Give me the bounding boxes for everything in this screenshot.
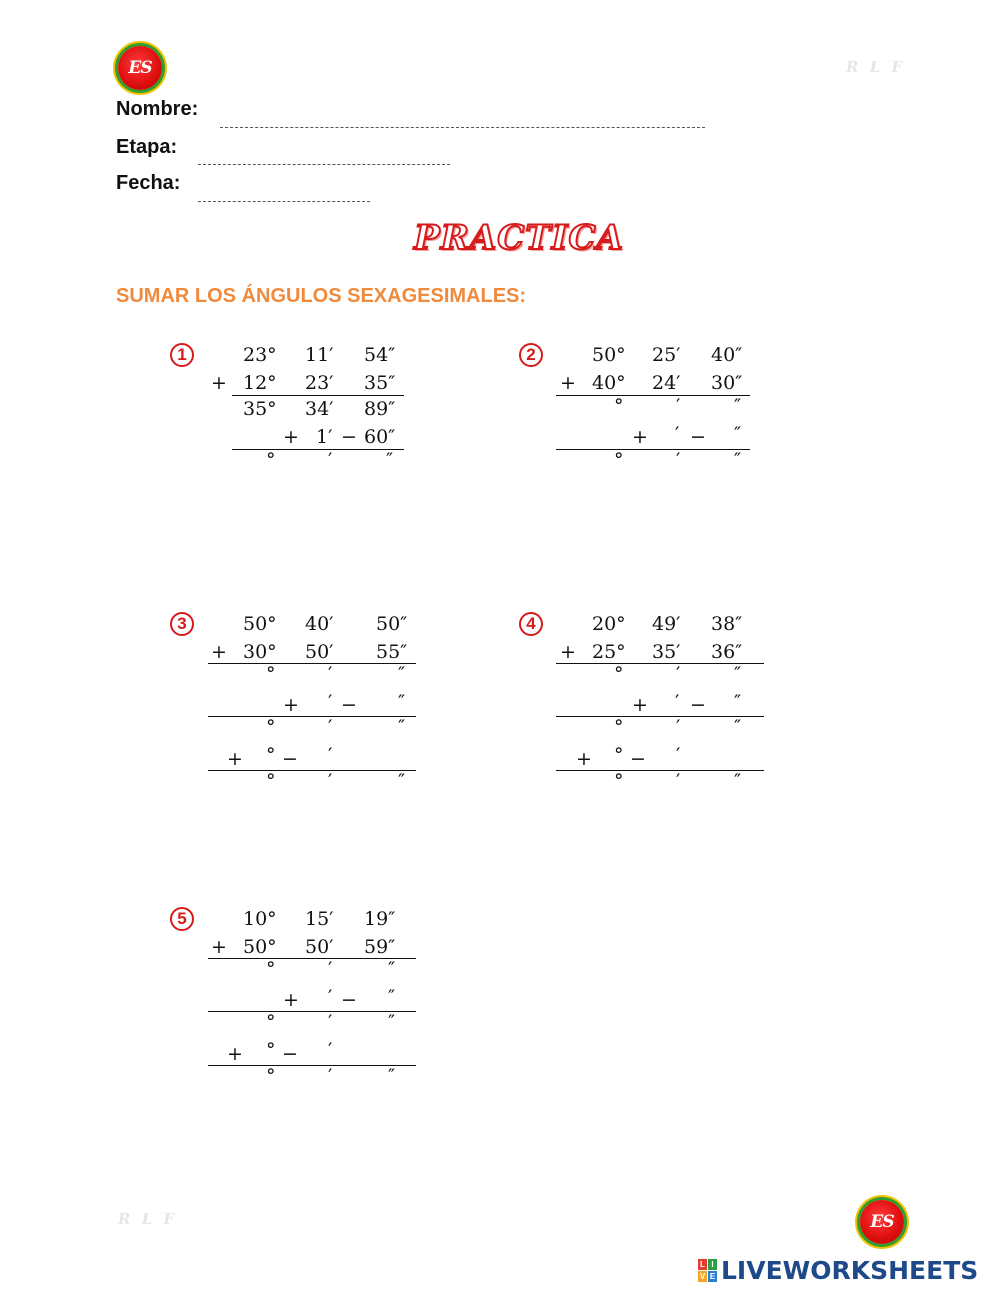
live-letter: L xyxy=(698,1259,707,1270)
value: 1′ xyxy=(316,426,333,448)
answer-slot[interactable]: ″ xyxy=(398,691,406,713)
answer-slot[interactable]: ′ xyxy=(328,744,333,766)
exercise-number: 1 xyxy=(170,343,194,367)
nombre-field[interactable] xyxy=(220,127,705,128)
sum-line xyxy=(232,395,404,396)
value: 40″ xyxy=(711,344,743,366)
value: 40° xyxy=(592,372,626,394)
exercise-number: 3 xyxy=(170,612,194,636)
answer-slot[interactable]: ″ xyxy=(734,663,742,685)
sum-line xyxy=(208,1065,416,1066)
sum-line xyxy=(208,958,416,959)
value: 55″ xyxy=(376,641,408,663)
logo-text: ES xyxy=(870,1212,894,1232)
answer-slot[interactable]: ″ xyxy=(398,663,406,685)
answer-slot[interactable]: ″ xyxy=(398,716,406,738)
answer-slot[interactable]: ″ xyxy=(398,770,406,792)
plus-sign: + xyxy=(211,372,227,394)
sum-line xyxy=(208,663,416,664)
live-logo-icon xyxy=(698,1259,717,1282)
sum-line xyxy=(208,1011,416,1012)
plus-sign: + xyxy=(211,641,227,663)
answer-slot[interactable]: ° xyxy=(266,770,276,792)
value: 12° xyxy=(243,372,277,394)
answer-slot[interactable]: ′ xyxy=(676,449,681,471)
value: 59″ xyxy=(364,936,396,958)
answer-slot[interactable]: ′ xyxy=(328,716,333,738)
live-letter: V xyxy=(699,1272,706,1281)
value: 50′ xyxy=(305,936,334,958)
es-logo xyxy=(118,46,162,90)
brand-name: LIVEWORKSHEETS xyxy=(721,1256,979,1285)
answer-slot[interactable]: ″ xyxy=(388,958,396,980)
instruction: SUMAR LOS ÁNGULOS SEXAGESIMALES: xyxy=(116,285,527,307)
value: 60″ xyxy=(364,426,396,448)
answer-slot[interactable]: ″ xyxy=(386,449,394,471)
minus-sign: − xyxy=(341,426,357,448)
es-logo-footer xyxy=(860,1200,904,1244)
value: 49′ xyxy=(652,613,681,635)
live-letter: I xyxy=(708,1259,717,1270)
sum-line xyxy=(556,395,750,396)
plus-sign: + xyxy=(632,694,648,716)
answer-slot[interactable]: ″ xyxy=(734,691,742,713)
answer-slot[interactable]: ° xyxy=(614,716,624,738)
sum-line xyxy=(556,663,764,664)
answer-slot[interactable]: ° xyxy=(266,716,276,738)
plus-sign: + xyxy=(560,372,576,394)
answer-slot[interactable]: ° xyxy=(266,663,276,685)
minus-sign: − xyxy=(282,1043,298,1065)
sum-line xyxy=(556,449,750,450)
answer-slot[interactable]: ′ xyxy=(328,1039,333,1061)
watermark-bottom: R L F xyxy=(118,1210,178,1228)
exercise-number: 5 xyxy=(170,907,194,931)
fecha-field[interactable] xyxy=(198,201,370,202)
liveworksheets-brand[interactable] xyxy=(698,1256,978,1285)
value: 23° xyxy=(243,344,277,366)
page-title: PRACTICA xyxy=(414,218,624,258)
sum-line xyxy=(208,770,416,771)
value: 25° xyxy=(592,641,626,663)
plus-sign: + xyxy=(227,748,243,770)
answer-slot[interactable]: ″ xyxy=(734,716,742,738)
answer-slot[interactable]: ° xyxy=(266,1011,276,1033)
value: 50° xyxy=(243,936,277,958)
value: 36″ xyxy=(711,641,743,663)
value: 19″ xyxy=(364,908,396,930)
answer-slot[interactable]: ′ xyxy=(328,449,333,471)
etapa-label: Etapa: xyxy=(116,136,178,158)
value: 20° xyxy=(592,613,626,635)
minus-sign: − xyxy=(690,426,706,448)
minus-sign: − xyxy=(341,989,357,1011)
answer-slot[interactable]: ′ xyxy=(676,770,681,792)
answer-slot[interactable]: ° xyxy=(614,449,624,471)
value: 34′ xyxy=(305,398,334,420)
logo-text: ES xyxy=(128,58,152,78)
value: 35′ xyxy=(652,641,681,663)
value: 23′ xyxy=(305,372,334,394)
sum-line xyxy=(232,449,404,450)
answer-slot[interactable]: ° xyxy=(614,395,624,417)
answer-slot[interactable]: ° xyxy=(614,744,624,766)
plus-sign: + xyxy=(227,1043,243,1065)
plus-sign: + xyxy=(283,694,299,716)
value: 50′ xyxy=(305,641,334,663)
minus-sign: − xyxy=(282,748,298,770)
answer-slot[interactable]: ° xyxy=(266,744,276,766)
answer-slot[interactable]: ″ xyxy=(734,423,742,445)
minus-sign: − xyxy=(630,748,646,770)
answer-slot[interactable]: ° xyxy=(266,1039,276,1061)
answer-slot[interactable]: ″ xyxy=(734,395,742,417)
exercise-number: 4 xyxy=(519,612,543,636)
value: 10° xyxy=(243,908,277,930)
plus-sign: + xyxy=(632,426,648,448)
plus-sign: + xyxy=(560,641,576,663)
plus-sign: + xyxy=(283,426,299,448)
answer-slot[interactable]: ′ xyxy=(328,1065,333,1087)
value: 11′ xyxy=(305,344,334,366)
answer-slot[interactable]: ° xyxy=(266,958,276,980)
sum-line xyxy=(208,716,416,717)
sum-line xyxy=(556,716,764,717)
answer-slot[interactable]: ″ xyxy=(388,986,396,1008)
value: 25′ xyxy=(652,344,681,366)
plus-sign: + xyxy=(283,989,299,1011)
answer-slot[interactable]: ° xyxy=(614,770,624,792)
answer-slot[interactable]: ′ xyxy=(676,663,681,685)
answer-slot[interactable]: ″ xyxy=(388,1065,396,1087)
answer-slot[interactable]: ′ xyxy=(328,663,333,685)
plus-sign: + xyxy=(576,748,592,770)
value: 40′ xyxy=(305,613,334,635)
value: 30″ xyxy=(711,372,743,394)
answer-slot[interactable]: ′ xyxy=(328,770,333,792)
watermark-top: R L F xyxy=(846,58,906,76)
fecha-label: Fecha: xyxy=(116,172,181,194)
live-letter: E xyxy=(709,1272,716,1281)
value: 50° xyxy=(592,344,626,366)
sum-line xyxy=(556,770,764,771)
answer-slot[interactable]: ′ xyxy=(675,423,680,445)
answer-slot[interactable]: ′ xyxy=(676,744,681,766)
answer-slot[interactable]: ′ xyxy=(676,395,681,417)
value: 38″ xyxy=(711,613,743,635)
minus-sign: − xyxy=(341,694,357,716)
answer-slot[interactable]: ″ xyxy=(388,1011,396,1033)
answer-slot[interactable]: ′ xyxy=(328,1011,333,1033)
answer-slot[interactable]: ′ xyxy=(675,691,680,713)
nombre-label: Nombre: xyxy=(116,98,199,120)
etapa-field[interactable] xyxy=(198,164,450,165)
answer-slot[interactable]: ″ xyxy=(734,449,742,471)
value: 50″ xyxy=(376,613,408,635)
answer-slot[interactable]: ″ xyxy=(734,770,742,792)
value: 54″ xyxy=(364,344,396,366)
value: 15′ xyxy=(305,908,334,930)
exercise-number: 2 xyxy=(519,343,543,367)
value: 35° xyxy=(243,398,277,420)
answer-slot[interactable]: ° xyxy=(266,1065,276,1087)
plus-sign: + xyxy=(211,936,227,958)
answer-slot[interactable]: ° xyxy=(614,663,624,685)
value: 30° xyxy=(243,641,277,663)
value: 24′ xyxy=(652,372,681,394)
answer-slot[interactable]: ′ xyxy=(676,716,681,738)
value: 89″ xyxy=(364,398,396,420)
value: 50° xyxy=(243,613,277,635)
answer-slot[interactable]: ° xyxy=(266,449,276,471)
value: 35″ xyxy=(364,372,396,394)
answer-slot[interactable]: ′ xyxy=(328,986,333,1008)
answer-slot[interactable]: ′ xyxy=(328,691,333,713)
minus-sign: − xyxy=(690,694,706,716)
answer-slot[interactable]: ′ xyxy=(328,958,333,980)
